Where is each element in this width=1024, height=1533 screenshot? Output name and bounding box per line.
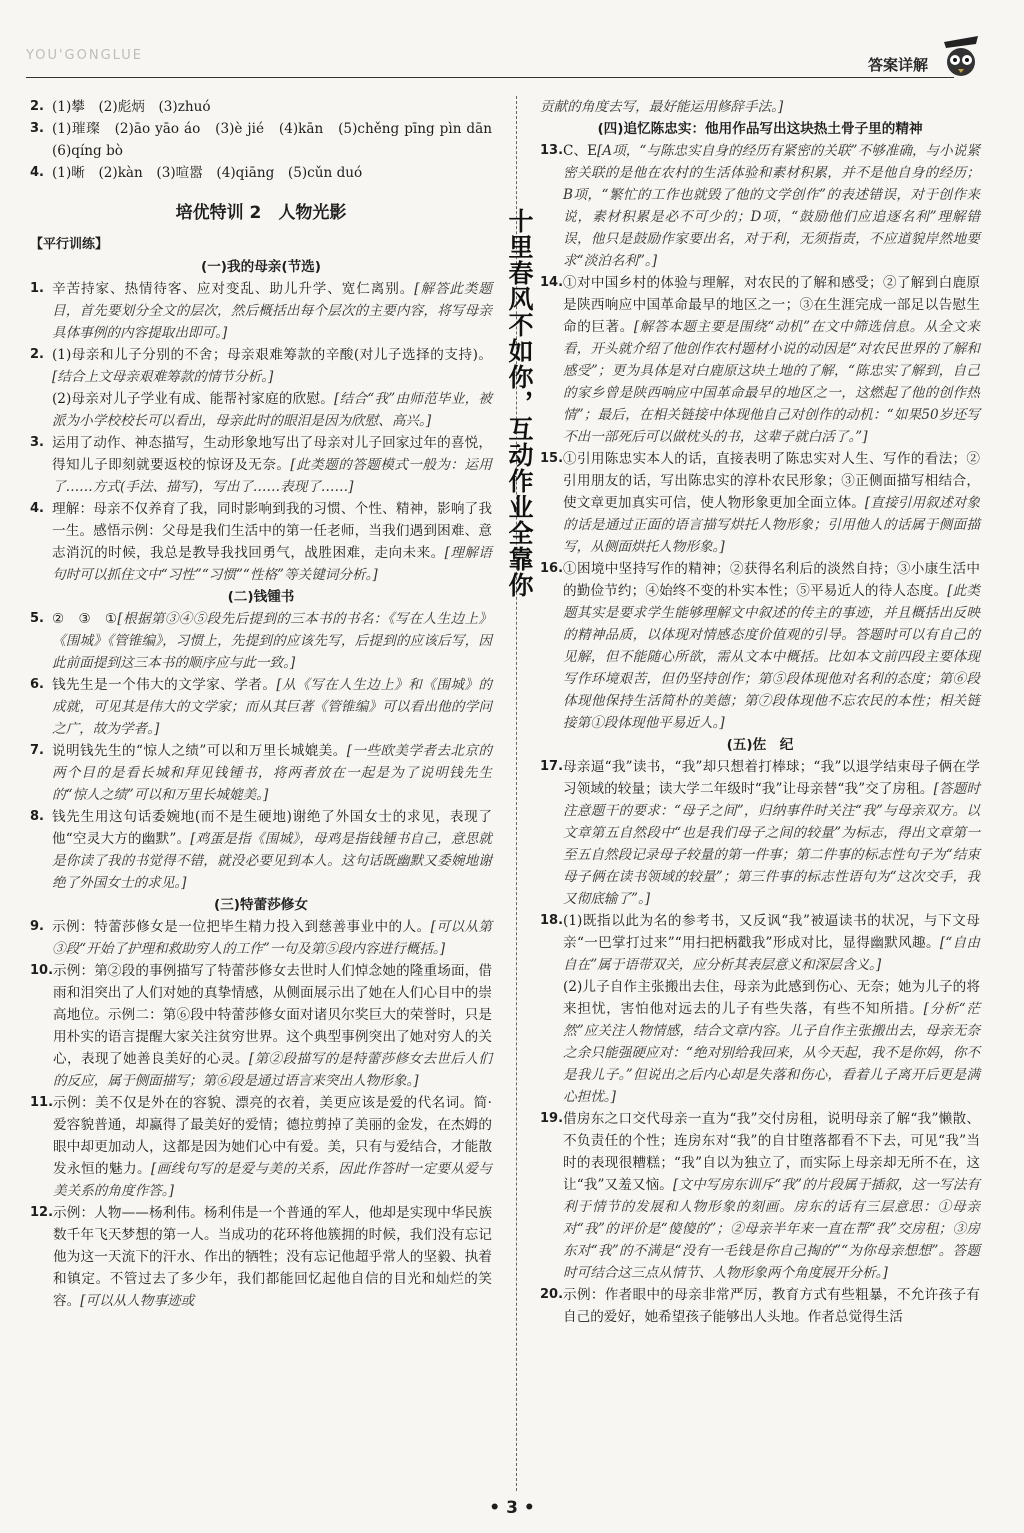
continued-note: 贡献的角度去写，最好能运用修辞手法。] — [540, 99, 784, 115]
subsection-title: (一)我的母亲(节选) — [200, 259, 321, 275]
answer-item: 1. 辛苦持家、热情待客、应对变乱、助儿升学、宽仁离别。[解答此类题目，首先要划分全文的层次，然后概括出每个层次的主要内容，将写母亲具体事例的内容提取出即可。] — [30, 281, 493, 341]
subsection-title: (三)特蕾莎修女 — [214, 897, 308, 913]
answer-item: 5. ② ③ ①[根据第③④⑤段先后提到的三本书的书名：《写在人生边上》《围城》《管锥编》，习惯上，先提到的应该先写，后提到的应该后写，因此前面提到这三本书的顺序应与此一致。] — [30, 611, 492, 671]
answer-item: 13. C、E[A项，“与陈忠实自身的经历有紧密的关联”不够准确，与小说紧密关联的是他在农村的生活体验和素材积累，并不是他自身的经历；B项，“繁忙的工作也就毁了他的文学创作”的表述错误，对于创作来说，素材积累是必不可少的；D项，“鼓励他们应追逐名利”理解错误，他只是鼓励作家要出名，对于利，无须指责，不应道貌岸然地要求“淡泊名利”。] — [540, 143, 980, 269]
section-tag: 【平行训练】 — [30, 237, 109, 252]
answer-item: 15. ①引用陈忠实本人的话，直接表明了陈忠实对人生、写作的看法；②引用朋友的话，写出陈忠实的淳朴农民形象；③正侧面描写相结合，使文章更加真实可信，使人物形象更加全面立体。[直接引用叙述对象的话是通过正面的语言描写烘托人物形象；引用他人的话属于侧面描写，从侧面烘托人物形象。] — [540, 451, 980, 555]
page-number: • 3 • — [489, 1498, 535, 1518]
answer-item: 4. (1)晰 (2)kàn (3)喧嚣 (4)qiāng (5)cǔn duó — [30, 165, 363, 181]
answer-item: 19. 借房东之口交代母亲一直为“我”交付房租，说明母亲了解“我”懒散、不负责任的个性；连房东对“我”的自甘堕落都看不下去，可见“我”当时的表现很糟糕；“我”自以为独立了，而实际上母亲却无所不在，这让“我”又羞又恼。[文中写房东训斥“我”的片段属于插叙，这一写法有利于情节的发展和人物形象的刻画。房东的话有三层意思：①母亲对“我”的评价是“傻傻的”；②母亲半年来一直在帮“我”交房租；③房东对“我”的不满是“没有一毛钱是你自己掏的”“为你母亲想想”。答题时可结合这三点从情节、人物形象两个角度展开分析。] — [540, 1111, 980, 1281]
section-title: 培优特训 2 人物光影 — [175, 203, 347, 223]
answer-item: 14. ①对中国乡村的体验与理解，对农民的了解和感受；②了解到白鹿原是陕西响应中国革命最早的地区之一；③在生涯完成一部足以告慰生命的巨著。[解答本题主要是围绕“动机”在文中筛选信息。从全文来看，开头就介绍了他创作农村题材小说的动因是“对农民世界的了解和感受”；更为具体是对白鹿原这块土地的了解，“陈忠实了解到，自己的家乡曾是陕西响应中国革命最早的地区之一，这燃起了他的创作热情”；最后，在相关链接中体现他自己对创作的动机：“如果50岁还写不出一部死后可以做枕头的书，这辈子就白活了。”] — [540, 275, 980, 445]
brand-logo: YOU'GONGLUE — [26, 48, 143, 63]
answer-item: 3. (1)璀璨 (2)āo yāo áo (3)è jié (4)kān (5)chěng pīng pìn dān (6)qíng bò — [30, 121, 506, 159]
answer-item: 8. 钱先生用这句话委婉地(而不是生硬地)谢绝了外国女士的求见，表现了他“空灵大方的幽默”。[鸡蛋是指《围城》，母鸡是指钱锺书自己，意思就是你读了我的书觉得不错，就没必要见到本人。这句话既幽默又委婉地谢绝了外国女士的求见。] — [30, 809, 492, 891]
subsection-title: (五)佐 纪 — [726, 737, 794, 753]
handwritten-annotation: 十里春风不如你，互动作业全靠你 — [505, 208, 534, 598]
answer-item: 7. 说明钱先生的“惊人之绩”可以和万里长城媲美。[一些欧美学者去北京的两个目的是看长城和拜见钱锺书，将两者放在一起是为了说明钱先生的“惊人之绩”可以和万里长城媲美。] — [30, 743, 492, 803]
subsection-title: (四)追忆陈忠实：他用作品写出这块热土骨子里的精神 — [597, 121, 923, 137]
cartoon-owl-icon — [938, 32, 984, 82]
answer-item: 6. 钱先生是一个伟大的文学家、学者。[从《写在人生边上》和《围城》的成就，可见其是伟大的文学家；而从其巨著《管锥编》可以看出他的学问之广，故为学者。] — [30, 677, 492, 737]
answer-item: 16. ①困境中坚持写作的精神；②获得名利后的淡然自持；③小康生活中的勤俭节约；④始终不变的朴实本性；⑤平易近人的待人态度。[此类题其实是要求学生能够理解文中叙述的传主的事迹，并且概括出反映的精神品质，以体现对情感态度价值观的引导。答题时可以有自己的见解，但不能随心所欲，需从文本中概括。比如本文前四段主要体现写作环境艰苦，但仍坚持创作；第⑤段体现他对名利的态度；第⑥段体现他保持生活简朴的美德；第⑦段体现他不忘农民的本性；相关链接第①段体现他平易近人。] — [540, 561, 980, 731]
page-header-title: 答案详解 — [867, 56, 928, 74]
answer-item: 10. 示例：第②段的事例描写了特蕾莎修女去世时人们悼念她的隆重场面，借雨和泪突出了人们对她的真挚情感，从侧面展示出了她在人们心目中的崇高地位。示例二：第⑥段中特蕾莎修女面对诸贝尔奖巨大的荣誉时，只是用朴实的语言提醒大家关注贫穷世界。这个典型事例突出了她对穷人的关心，表现了她善良美好的心灵。[第②段描写的是特蕾莎修女去世后人们的反应，属于侧面描写；第⑥段是通过语言来突出人物形象。] — [30, 963, 492, 1089]
answer-item: 2. (1)攀 (2)彪炳 (3)zhuó — [30, 99, 211, 115]
answer-item: 3. 运用了动作、神态描写，生动形象地写出了母亲对儿子回家过年的喜悦，得知儿子即刻就要返校的惊讶及无奈。[此类题的答题模式一般为：运用了……方式(手法、描写)，写出了……表现了……] — [30, 435, 493, 495]
answer-item: 20. 示例：作者眼中的母亲非常严厉，教育方式有些粗暴，不允许孩子有自己的爱好，她希望孩子能够出人头地。作者总觉得生活 — [540, 1287, 980, 1325]
answer-item: 17. 母亲逼“我”读书，“我”却只想着打棒球；“我”以退学结束母子俩在学习领域的较量；读大学二年级时“我”让母亲替“我”交了房租。[答题时注意题干的要求：“母子之间”，归纳事件时关注“我”与母亲双方。以文章第五自然段中“也是我们母子之间的较量”为标志，得出文章第一至五自然段记录母子较量的第一件事；第二件事的标志性句子为“结束母子俩在读书领域的较量”；第三件事的标志性语句为“这次交手，我又彻底输了”。] — [540, 759, 980, 907]
answer-item: 12. 示例：人物——杨利伟。杨利伟是一个普通的军人，他却是实现中华民族数千年飞天梦想的第一人。当成功的花环将他簇拥的时候，我们没有忘记他为这一天流下的汗水、作出的牺牲；没有忘记他超乎常人的坚毅、执着和镇定。不管过去了多少年，我们都能回忆起他自信的目光和灿烂的笑容。[可以从人物事迹或 — [30, 1205, 492, 1309]
answer-item: 11. 示例：美不仅是外在的容貌、漂亮的衣着，美更应该是爱的代名词。简·爱容貌普通，却赢得了最美好的爱情；德拉剪掉了美丽的金发，在杰姆的眼中却更加动人，这都是因为她们心中有爱。美，只有与爱结合，才能散发永恒的魅力。[画线句写的是爱与美的关系，因此作答时一定要从爱与美关系的角度作答。] — [30, 1095, 492, 1199]
header-rule — [26, 77, 954, 78]
subsection-title: (二)钱锺书 — [227, 589, 295, 605]
answer-item: 4. 理解：母亲不仅养育了我，同时影响到我的习惯、个性、精神，影响了我一生。感悟示例：父母是我们生活中的第一任老师，当我们遇到困难、意志消沉的时候，我总是教导我找回勇气，战胜困难，走向未来。[理解语句时可以抓住文中“习性”“习惯”“性格”等关键词分析。] — [30, 501, 492, 583]
right-column — [540, 96, 980, 1328]
answer-item: 18. (1)既指以此为名的参考书，又反讽“我”被逼读书的状况，与下文母亲“一巴掌打过来”“用扫把柄戳我”形成对比，显得幽默风趣。[“自由自在”属于语带双关，应分析其表层意义和深层含义。] (2)儿子自作主张搬出去住，母亲为此感到伤心、无奈；她为儿子的将来担忧，害怕他对远去的儿子有些失落，有些不知所措。[分析“茫然”应关注人物情感，结合文章内容。儿子自作主张搬出去，母亲无奈之余只能强硬应对：“绝对别给我回来，从今天起，我不是你妈，你不是我儿子。”但说出之后内心却是失落和伤心，看着儿子离开后更是满心担忧。] — [540, 913, 980, 1105]
left-column — [30, 96, 506, 1312]
answer-item: 2. (1)母亲和儿子分别的不舍；母亲艰难筹款的辛酸(对儿子选择的支持)。[结合上文母亲艰难筹款的情节分析。] (2)母亲对儿子学业有成、能帮衬家庭的欣慰。[结合“我”由师范毕业，被派为小学校校长可以看出，母亲此时的眼泪是因为欣慰、高兴。] — [30, 347, 492, 429]
answer-item: 9. 示例：特蕾莎修女是一位把毕生精力投入到慈善事业中的人。[可以从第③段“开始了护理和救助穷人的工作”一句及第⑤段内容进行概括。] — [30, 919, 493, 957]
